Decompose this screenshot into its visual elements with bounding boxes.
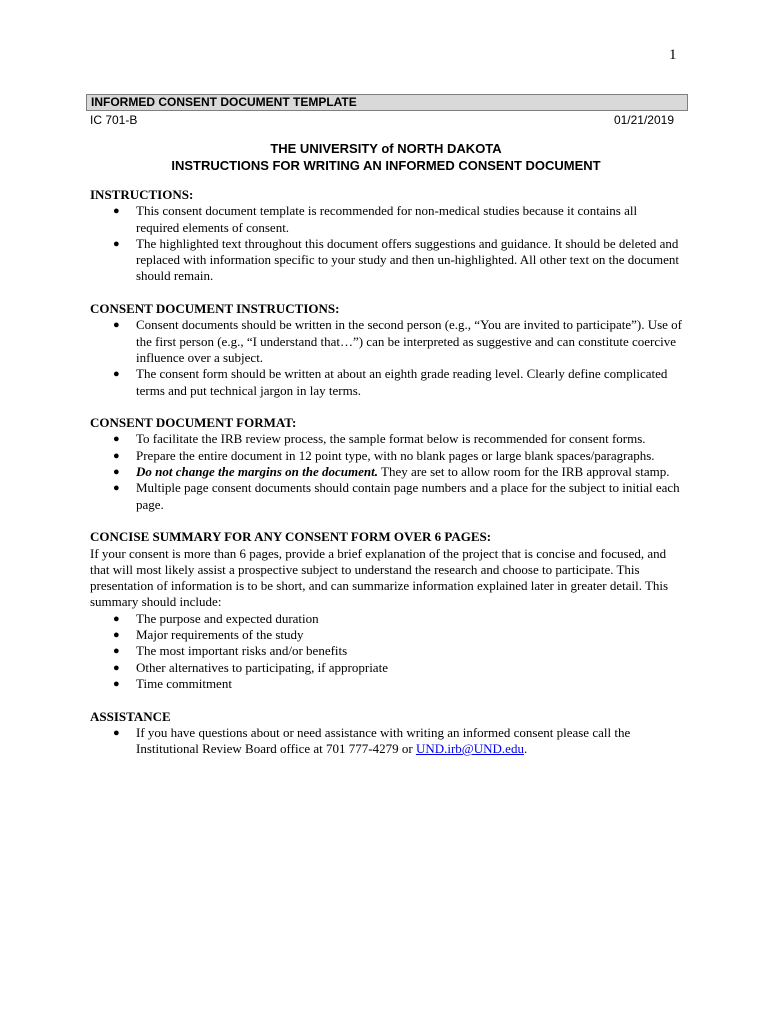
bullet-list	[90, 725, 682, 758]
bullet-icon: ●	[113, 368, 120, 381]
page-number: 1	[669, 47, 677, 63]
irb-email-link[interactable]: UND.irb@UND.edu	[415, 741, 524, 757]
template-label-bar: INFORMED CONSENT DOCUMENT TEMPLATE	[86, 94, 688, 111]
section-heading: ASSISTANCE	[90, 708, 171, 724]
list-item: ● Consent documents should be written in the second person (e.g., “You are invited to participate”). Use of the first person (e.g., “I understand that…”) can be interpreted as suggestive and can constitute coercive influence over a subject.	[113, 317, 682, 365]
bullet-icon: ●	[113, 629, 120, 642]
list-item: ● If you have questions about or need assistance with writing an informed consent please call the Institutional Review Board office at 701 777-4279 or UND.irb@UND.edu.	[113, 724, 631, 757]
form-code: IC 701-B	[90, 113, 138, 127]
list-item: ● Prepare the entire document in 12 point type, with no blank pages or large blank spaces/paragraphs.	[113, 447, 655, 463]
bullet-icon: ●	[113, 677, 120, 690]
section-consent-instructions	[90, 301, 682, 399]
list-item: ● Major requirements of the study	[113, 627, 304, 643]
bullet-icon: ●	[113, 661, 120, 674]
list-item: ● To facilitate the IRB review process, the sample format below is recommended for consent forms.	[113, 431, 646, 447]
bullet-icon: ●	[113, 237, 120, 250]
bullet-icon: ●	[113, 319, 120, 332]
list-item: ● The highlighted text throughout this document offers suggestions and guidance. It should be deleted and replaced with information specific to your study and then un-highlighted. All other text on the document should remain.	[113, 235, 679, 284]
form-date: 01/21/2019	[613, 113, 674, 127]
list-item: ● The consent form should be written at about an eighth grade reading level. Clearly define complicated terms and put technical jargon in lay terms.	[113, 366, 668, 398]
document-body	[90, 187, 682, 774]
bullet-icon: ●	[113, 726, 120, 739]
section-consent-format	[90, 415, 682, 513]
title-line-university: THE UNIVERSITY of NORTH DAKOTA	[270, 141, 502, 156]
section-concise-summary	[90, 529, 682, 692]
bullet-icon: ●	[113, 433, 120, 446]
bullet-list	[90, 611, 682, 692]
list-item: ● This consent document template is recommended for non-medical studies because it contains all required elements of consent.	[113, 203, 638, 235]
section-heading: CONSENT DOCUMENT INSTRUCTIONS:	[90, 301, 340, 317]
section-heading: CONCISE SUMMARY FOR ANY CONSENT FORM OVER 6 PAGES:	[90, 529, 492, 545]
title-line-instructions: INSTRUCTIONS FOR WRITING AN INFORMED CONSENT DOCUMENT	[171, 158, 601, 173]
bullet-icon: ●	[113, 205, 120, 218]
list-item: ● Other alternatives to participating, if appropriate	[113, 659, 388, 675]
list-item: ● The purpose and expected duration	[113, 610, 319, 626]
bullet-list	[90, 431, 682, 512]
bullet-list	[90, 317, 682, 398]
form-meta-row	[90, 113, 674, 127]
section-assistance	[90, 709, 682, 758]
bullet-list	[90, 203, 682, 284]
list-item: ● Multiple page consent documents should contain page numbers and a place for the subject to initial each page.	[113, 480, 680, 512]
bullet-icon: ●	[113, 612, 120, 625]
margins-emphasis: Do not change the margins on the document.	[136, 464, 378, 480]
section-heading: INSTRUCTIONS:	[90, 187, 194, 202]
list-item: ● Do not change the margins on the document. They are set to allow room for the IRB approval stamp.	[113, 464, 670, 480]
bullet-icon: ●	[113, 466, 120, 479]
section-instructions	[90, 187, 682, 285]
list-item: ● The most important risks and/or benefits	[113, 643, 348, 659]
bullet-icon: ●	[113, 482, 120, 495]
bullet-icon: ●	[113, 449, 120, 462]
summary-paragraph: If your consent is more than 6 pages, provide a brief explanation of the project that is concise and focused, and that will most likely assist a prospective subject to understand the research and choose to participate. This presentation of information is to be short, and can summarize information explained later in greater detail. This summary should include:	[90, 545, 669, 610]
section-heading: CONSENT DOCUMENT FORMAT:	[90, 415, 297, 431]
document-title	[86, 140, 686, 174]
list-item: ● Time commitment	[113, 675, 232, 691]
bullet-icon: ●	[113, 645, 120, 658]
